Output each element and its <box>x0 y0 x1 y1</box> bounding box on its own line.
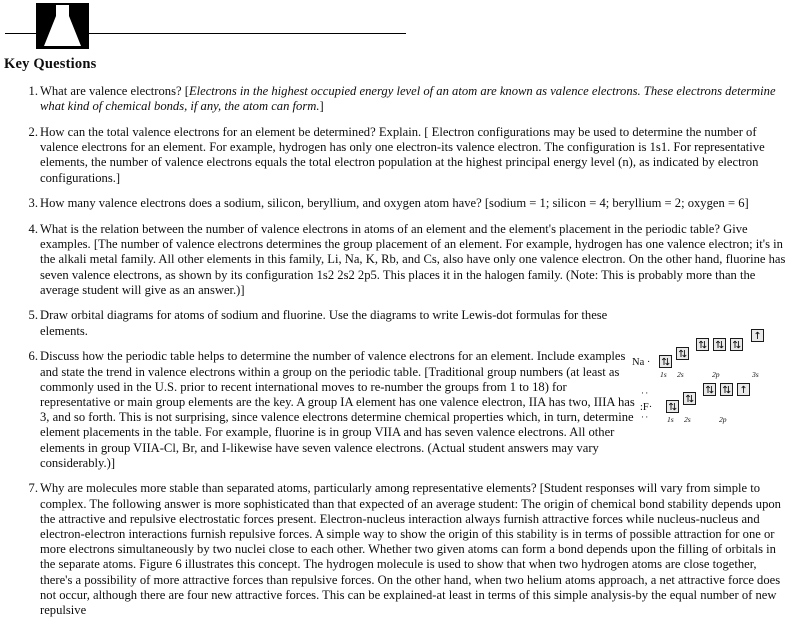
question-item-3 <box>0 196 796 211</box>
question-number: 7. <box>28 481 38 496</box>
orbital-axis-label-3s: 3s <box>752 370 759 379</box>
page-title: Key Questions <box>4 56 97 72</box>
orbital-axis-label-f-2s: 2s <box>684 415 691 424</box>
question-item-7 <box>0 481 796 618</box>
sodium-lewis-label: Na · <box>632 357 651 368</box>
erlenmeyer-flask-logo <box>36 3 89 49</box>
orbital-axis-label-2p: 2p <box>712 370 720 379</box>
key-questions-list <box>0 84 796 618</box>
question-number: 3. <box>28 196 38 211</box>
question-close-bracket: ] <box>319 99 324 114</box>
question-number: 6. <box>28 349 38 364</box>
orbital-axis-label-2s: 2s <box>677 370 684 379</box>
question-item-4 <box>0 222 796 298</box>
fluorine-lone-pair-bottom: ·· <box>641 412 650 422</box>
question-text: Draw orbital diagrams for atoms of sodium and fluorine. Use the diagrams to write Lewis-dot formulas for these elements. <box>40 308 608 338</box>
question-text: How can the total valence electrons for an element be determined? Explain. [ Electron configurations may be used to determine the number of valence electrons for an element. For example, hydrogen has only one electron-its valence electron. The configuration is 1s1. For representative elements, the number of valence electrons equals the total electron population at the highest principal energy level (n), as indicated by electron configurations.] <box>40 124 765 185</box>
question-item-5 <box>0 308 796 338</box>
question-number: 5. <box>28 308 38 323</box>
question-item-6 <box>0 349 796 471</box>
question-number: 4. <box>28 221 38 236</box>
question-text: Discuss how the periodic table helps to determine the number of valence electrons for an element. Include examples and state the trend in valence electrons within a group on the periodic table. [Traditional group numbers (at least as commonly used in the U.S. prior to recent international moves to re-number the groups from 1 to 18) for representative or main group elements are the key. A group IA element has one valence electron, IIA has two, IIIA has 3, and so forth. This is not surprising, since valence electrons determine chemical properties which, in turn, determine element placements in the table. For example, fluorine is in group VIIA and has seven valence electrons. All other elements in group VIIA-Cl, Br, and I-likewise have seven valence electrons. (Actual student answers may vary considerably.)] <box>40 349 635 470</box>
question-item-2 <box>0 125 796 186</box>
question-item-1 <box>0 84 796 114</box>
question-text: What is the relation between the number of valence electrons in atoms of an element and the element's placement in the periodic table? Give examples. [The number of valence electrons determines the group placement of an element. For example, hydrogen has one valence electron; it's in the alkali metal family. All other elements in this family, Li, Na, K, Rb, and Cs, also have only one valence electron. On the other hand, fluorine has seven valence electrons, as shown by its configuration 1s2 2s2 2p5. This places it in the halogen family. (Note: This is probably more than the average student will give as an answer.)] <box>40 221 786 297</box>
orbital-axis-label-1s: 1s <box>660 370 667 379</box>
question-text: How many valence electrons does a sodium, silicon, beryllium, and oxygen atom have? [sodium = 1; silicon = 4; beryllium = 2; oxygen = 6] <box>40 196 749 211</box>
question-text: What are valence electrons? [ <box>40 84 189 98</box>
question-text: Why are molecules more stable than separated atoms, particularly among representative elements? [Student responses will vary from simple to complex. The following answer is more sophisticated than that expected of an average student: The origin of chemical bond stability depends upon the attractive and repulsive electrostatic forces present. Electron-nucleus interaction always furnish attractive forces while nucleus-nucleus and electron-electron interactions furnish repulsive forces. A simple way to show the origin of this stability is in terms of possible attraction for one or more electrons simultaneously by two nuclei close to each other. Whether two given atoms can form a bond depends upon the filling of orbitals in the separate atoms. Figure 6 illustrates this concept. The hydrogen molecule is used to show that when two hydrogen atoms are close together, there's a possibility of more attractive forces than repulsive forces. On the other hand, when two helium atoms approach, a net attractive force does not occur, although there are four new attractive forces. This can be explained-at least in terms of this simple analysis-by the equal number of new repulsive <box>40 481 781 618</box>
fluorine-lewis-label: :F· <box>640 402 653 413</box>
question-answer: Electrons in the highest occupied energy level of an atom are known as valence electrons. These electrons determine what kind of chemical bonds, if any, the atom can form. <box>40 84 776 114</box>
question-number: 2. <box>28 124 38 139</box>
page-header <box>0 0 796 52</box>
orbital-axis-label-f-2p: 2p <box>719 415 727 424</box>
flask-icon <box>36 3 89 49</box>
question-number: 1. <box>28 84 38 98</box>
orbital-axis-label-f-1s: 1s <box>667 415 674 424</box>
fluorine-lone-pair-top: ·· <box>641 388 650 398</box>
